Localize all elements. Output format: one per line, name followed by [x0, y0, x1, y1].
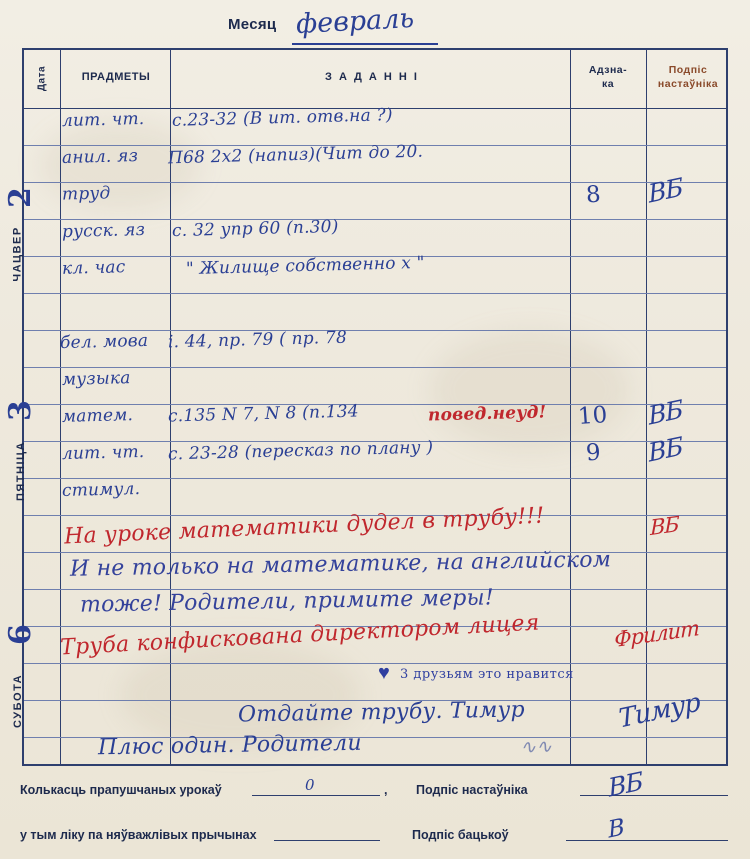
row-subject: стимул. — [61, 478, 141, 502]
row-mark: 10 — [577, 402, 609, 430]
day-number-6: 6 — [2, 624, 38, 645]
row-subject: музыка — [61, 368, 131, 390]
teacher-note-1-signature: ВБ — [650, 511, 679, 541]
day-number-3: 3 — [2, 400, 38, 421]
header-mark-line1: Адзна- — [588, 64, 628, 76]
month-underline — [292, 43, 438, 45]
heart-icon: ♥ — [378, 662, 390, 684]
row-signature: ВБ — [646, 431, 684, 468]
header-subjects: ПРАДМЕТЫ — [81, 71, 151, 83]
row-signature: ВБ — [646, 394, 684, 431]
row-task: i. 44, пр. 79 ( пр. 78 — [167, 327, 348, 353]
teacher-note-3: тоже! Родители, примите меры! — [79, 585, 494, 618]
day-name-3: ПЯТНІЦА — [15, 440, 28, 502]
row-task: с. 23-28 (пересказ по плану ) — [167, 437, 434, 465]
row-task: с.135 N 7, N 8 (п.134 — [167, 401, 360, 427]
row-subject: лит. чт. — [61, 441, 145, 465]
month-value: февраль — [295, 2, 415, 41]
row-subject: кл. час — [61, 257, 126, 279]
parent-signature-label: Подпіс бацькоў — [412, 828, 509, 842]
header-signature-line1: Подпіс — [668, 64, 708, 76]
absences-underline — [252, 795, 380, 796]
row-line — [24, 182, 726, 183]
month-label: Месяц — [228, 16, 277, 33]
header-tasks: З А Д А Н Н І — [325, 71, 419, 83]
reply-2: Плюс один. Родители — [97, 730, 362, 761]
row-subject: анил. яз — [61, 146, 139, 168]
header-mark-line2: ка — [601, 78, 615, 90]
row-mark: 9 — [585, 439, 602, 467]
reply-1: Отдайте трубу. Тимур — [237, 697, 526, 728]
reply-2-scrawl: ∿∿ — [519, 735, 553, 759]
row-signature: ВБ — [646, 172, 684, 209]
parent-signature-underline — [566, 840, 728, 841]
teacher-note-1: На уроке математики дудел в трубу!!! — [63, 503, 545, 550]
absences-comma: , — [384, 783, 388, 797]
teacher-note-4-signature: Фрилит — [614, 615, 699, 653]
day-number-2: 2 — [2, 187, 38, 208]
teacher-note-2: И не только на математике, на английском — [69, 547, 612, 582]
social-like-text: 3 друзьям это нравится — [400, 667, 574, 682]
row-subject: бел. мова — [59, 330, 149, 354]
row-subject: лит. чт. — [61, 108, 145, 132]
teacher-signature-value: ВБ — [606, 766, 644, 803]
row-subject: труд — [61, 183, 111, 205]
teacher-signature-underline — [580, 795, 728, 796]
header-date: Дата — [36, 65, 48, 92]
row-task: с. 32 упр 60 (п.30) — [171, 216, 339, 242]
day-name-6: СУБОТА — [12, 673, 25, 729]
absences-label: Колькасць прапушчаных урокаў — [20, 783, 222, 797]
row-task: П68 2х2 (напиз)(Чит до 20. — [167, 141, 424, 169]
teacher-signature-label: Подпіс настаўніка — [416, 783, 528, 797]
row-task: с.23-32 (В ит. отв.на ?) — [171, 105, 393, 131]
reply-1-signature: Тимур — [617, 687, 702, 735]
row-subject: матем. — [61, 405, 134, 427]
row-line — [24, 293, 726, 294]
row-task-remark: повед.неуд! — [427, 402, 547, 426]
teacher-note-4: Труба конфискована директором лицея — [59, 610, 541, 661]
absences-value: 0 — [305, 776, 315, 794]
row-line — [24, 663, 726, 664]
day-name-2: ЧАЦВЕР — [11, 226, 24, 282]
reason-label: у тым ліку па няўважлівых прычынах — [20, 828, 257, 842]
row-subject: русск. яз — [61, 219, 146, 243]
row-task: " Жилище собственно x " — [185, 252, 425, 280]
row-mark: 8 — [585, 181, 602, 209]
parent-signature-value: В — [606, 814, 626, 844]
header-signature-line2: настаўніка — [657, 78, 719, 90]
col-divider-task — [570, 50, 571, 764]
reason-underline — [274, 840, 380, 841]
